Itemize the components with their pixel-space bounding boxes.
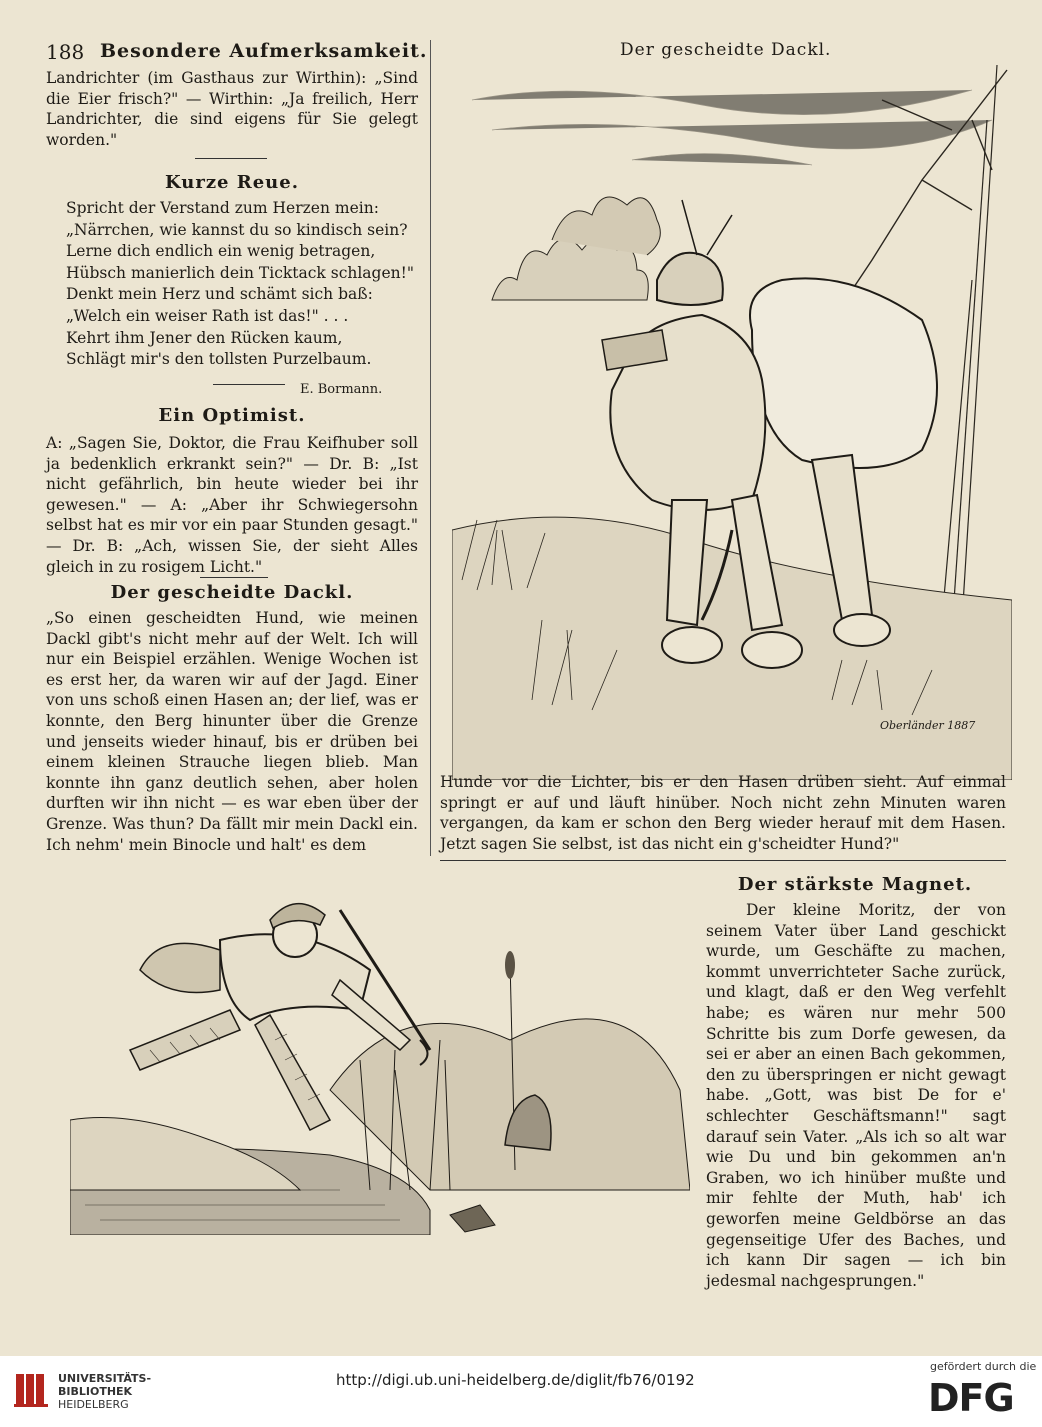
magnet-title: Der stärkste Magnet. xyxy=(737,874,973,895)
library-logo-icon xyxy=(14,1370,50,1408)
illustration-caption: Der gescheidte Dackl. xyxy=(620,40,832,60)
poem-line: Lerne dich endlich ein wenig betragen, xyxy=(66,242,376,261)
column-divider xyxy=(430,40,431,856)
poem-line: „Welch ein weiser Rath ist das!" . . . xyxy=(66,306,349,325)
poem-line: Denkt mein Herz und schämt sich baß: xyxy=(66,285,373,304)
poem-line: Kehrt ihm Jener den Rücken kaum, xyxy=(66,328,343,347)
source-url-link[interactable]: http://digi.ub.uni-heidelberg.de/diglit/fb76/0192 xyxy=(336,1371,695,1389)
artist-signature: Oberländer 1887 xyxy=(880,719,976,732)
poem-author: E. Bormann. xyxy=(300,382,383,397)
poem-line: „Närrchen, wie kannst du so kindisch sein? xyxy=(66,220,408,239)
poem-body xyxy=(66,198,414,371)
optimist-text: A: „Sagen Sie, Doktor, die Frau Keifhuber soll ja bedenklich erkrankt sein?" — Dr. B: „Ist nicht gefährlich, bin heute wieder bei ihr gewesen." — A: „Aber ihr Schwiegersohn selbst hat es mir vor ein paar Stunden gesagt." — Dr. B: „Ach, wissen Sie, der sieht Alles gleich in zu rosigem Licht." xyxy=(46,434,418,576)
intro-anecdote: Landrichter (im Gasthaus zur Wirthin): „Sind die Eier frisch?" — Wirthin: „Ja freilich, Herr Landrichter, die sind eigens für Sie gelegt worden." xyxy=(46,69,418,149)
library-name-line2: BIBLIOTHEK xyxy=(58,1385,133,1398)
poem-title: Kurze Reue. xyxy=(165,172,299,193)
hunter-illustration xyxy=(452,60,1012,780)
dackl-text: „So einen gescheidten Hund, wie meinen Dackl gibt's nicht mehr auf der Welt. Ich will nur ein Beispiel erzählen. Wenige Wochen ist es erst her, da waren wir auf der Jagd. Einer von uns schoß einen Hasen an; der lief, was er konnte, den Berg hinunter über die Grenze und jenseits wieder hinauf, bis er drüben bei einem kleinen Strauche liegen blieb. Man konnte ihn ganz deutlich sehen, aber holen durften wir ihn nicht — es war eben über der Grenze. Was thun? Da fällt mir mein Dackl ein. Ich nehm' mein Binocle und halt' es dem xyxy=(46,609,418,854)
section-divider xyxy=(200,577,268,578)
magnet-text: Der kleine Moritz, der von seinem Vater über Land geschickt wurde, um Geschäfte zu machen, kommt unverrichteter Sache zurück, und klagt, daß er den Weg verfehlt habe; es wären nur mehr 500 Schritte bis zum Dorfe gewesen, da sei er aber an einen Bach gekommen, den zu überspringen er nicht gewagt habe. „Gott, was bist De for e' schlechter Geschäftsmann!" sagt darauf sein Vater. „Als ich so alt war wie Du und bin gekommen an'n Graben, wo ich hinüber mußte und mir fehlte der Muth, hab' ich geworfen meine Geldbörse an das gegenseitige Ufer des Baches, und ich kann Dir sagen — ich bin jedesmal nachgesprungen." xyxy=(706,901,1006,1290)
poem-line: Spricht der Verstand zum Herzen mein: xyxy=(66,199,379,217)
library-name-line1: UNIVERSITÄTS- xyxy=(58,1372,152,1385)
footer-bar xyxy=(0,1356,1042,1427)
dackl-title: Der gescheidte Dackl. xyxy=(110,582,354,603)
optimist-title: Ein Optimist. xyxy=(158,405,306,426)
section-divider xyxy=(213,384,285,385)
dackl-continued: Hunde vor die Lichter, bis er den Hasen drüben sieht. Auf einmal springt er auf und läuft hinüber. Noch nicht zehn Minuten waren vergangen, da kam er schon den Berg wieder herauf mit dem Hasen. Jetzt sagen Sie selbst, ist das nicht ein g'scheidter Hund?" xyxy=(440,773,1006,853)
poem-line: Hübsch manierlich dein Ticktack schlagen!" xyxy=(66,263,414,282)
dfg-logo: DFG xyxy=(928,1376,1014,1420)
library-name-line3: HEIDELBERG xyxy=(58,1398,129,1411)
page-number: 188 xyxy=(46,40,85,64)
section-divider xyxy=(195,158,267,159)
poem-line: Schlägt mir's den tollsten Purzelbaum. xyxy=(66,350,372,369)
horizontal-divider xyxy=(440,860,1006,861)
boy-jumping-illustration xyxy=(70,890,690,1235)
running-title: Besondere Aufmerksamkeit. xyxy=(100,40,428,62)
funded-by-label: gefördert durch die xyxy=(930,1360,1037,1373)
